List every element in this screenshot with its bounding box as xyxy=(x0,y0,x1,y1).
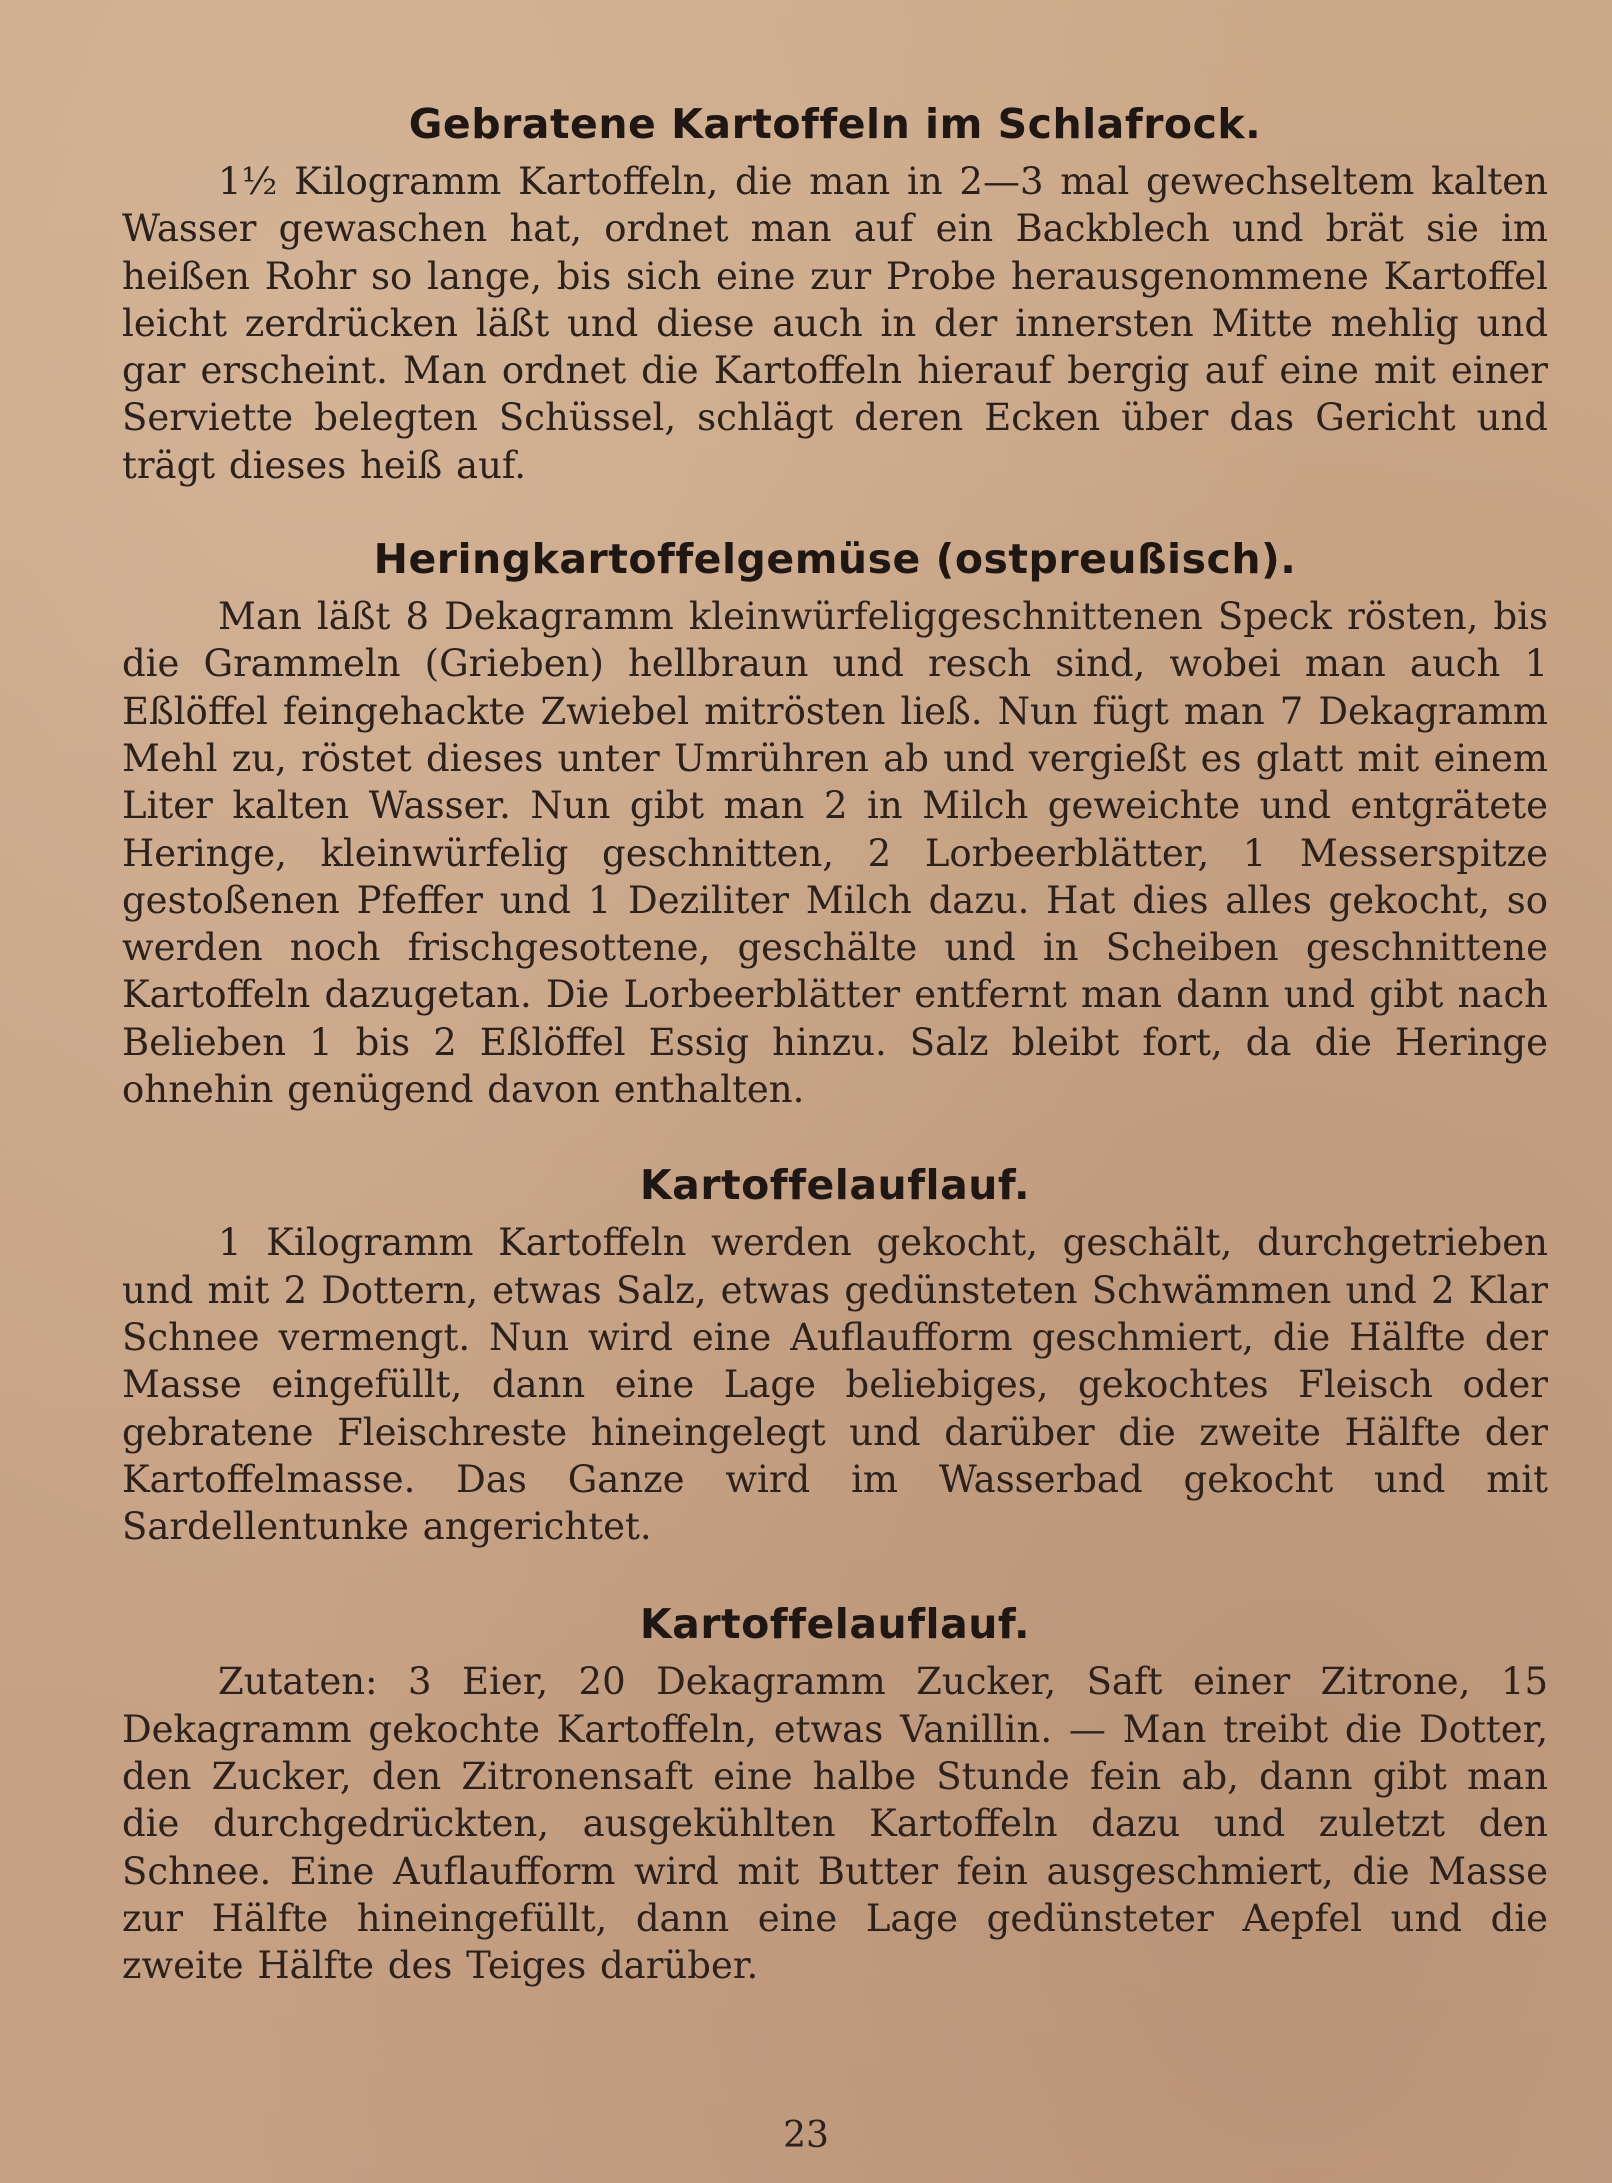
recipe-title: Gebratene Kartoffeln im Schlafrock. xyxy=(408,100,1262,148)
recipe-kartoffelauflauf-2 xyxy=(122,1596,1548,1989)
recipe-body: Zutaten: 3 Eier, 20 Dekagramm Zucker, Saft einer Zitrone, 15 Dekagramm gekochte Kartoffeln, etwas Vanillin. — Man treibt die Dotter, den Zucker, den Zitronensaft eine halbe Stunde fein ab, dann gibt man die durchgedrückten, ausgekühlten Kartoffeln dazu und zuletzt den Schnee. Eine Auflaufform wird mit Butter fein ausgeschmiert, die Masse zur Hälfte hineingefüllt, dann eine Lage gedünsteter Aepfel und die zweite Hälfte des Teiges darüber. xyxy=(122,1660,1548,1988)
page-number: 23 xyxy=(783,2115,829,2156)
section-spacer xyxy=(122,1113,1548,1157)
recipe-heringkartoffelgemuese xyxy=(122,531,1548,1113)
section-spacer xyxy=(122,489,1548,531)
recipe-title: Kartoffelauflauf. xyxy=(639,1161,1031,1210)
recipe-title: Heringkartoffelgemüse (ostpreußisch). xyxy=(373,535,1297,584)
recipe-body: 1 Kilogramm Kartoffeln werden gekocht, geschält, durchgetrieben und mit 2 Dottern, etwas Salz, etwas gedünsteten Schwämmen und 2 Klar Schnee vermengt. Nun wird eine Auflaufform geschmiert, die Hälfte der Masse eingefüllt, dann eine Lage beliebiges, gekochtes Fleisch oder gebratene Fleischreste hineingelegt und darüber die zweite Hälfte der Kartoffelmasse. Das Ganze wird im Wasserbad gekocht und mit Sardellentunke angerichtet. xyxy=(122,1221,1548,1549)
recipe-title: Kartoffelauflauf. xyxy=(639,1600,1031,1649)
recipe-body: Man läßt 8 Dekagramm kleinwürfeliggeschnittenen Speck rösten, bis die Grammeln (Grieben) hellbraun und resch sind, wobei man auch 1 Eßlöffel feingehackte Zwiebel mitrösten ließ. Nun fügt man 7 Dekagramm Mehl zu, röstet dieses unter Umrühren ab und vergießt es glatt mit einem Liter kalten Wasser. Nun gibt man 2 in Milch geweichte und entgrätete Heringe, kleinwürfelig geschnitten, 2 Lorbeerblätter, 1 Messerspitze gestoßenen Pfeffer und 1 Deziliter Milch dazu. Hat dies alles gekocht, so werden noch frischgesottene, geschälte und in Scheiben geschnittene Kartoffeln dazugetan. Die Lorbeerblätter entfernt man dann und gibt nach Belieben 1 bis 2 Eßlöffel Essig hinzu. Salz bleibt fort, da die Heringe ohnehin genügend davon enthalten. xyxy=(122,595,1548,1112)
section-spacer xyxy=(122,1550,1548,1596)
page-text xyxy=(122,96,1548,1990)
recipe-kartoffelauflauf-1 xyxy=(122,1157,1548,1550)
recipe-body: 1½ Kilogramm Kartoffeln, die man in 2—3 mal gewechseltem kalten Wasser gewaschen hat, ordnet man auf ein Backblech und brät sie im heißen Rohr so lange, bis sich eine zur Probe herausgenommene Kartoffel leicht zerdrücken läßt und diese auch in der innersten Mitte mehlig und gar erscheint. Man ordnet die Kartoffeln hierauf bergig auf eine mit einer Serviette belegten Schüssel, schlägt deren Ecken über das Gericht und trägt dieses heiß auf. xyxy=(122,160,1548,487)
recipe-gebratene-kartoffeln xyxy=(122,96,1548,489)
